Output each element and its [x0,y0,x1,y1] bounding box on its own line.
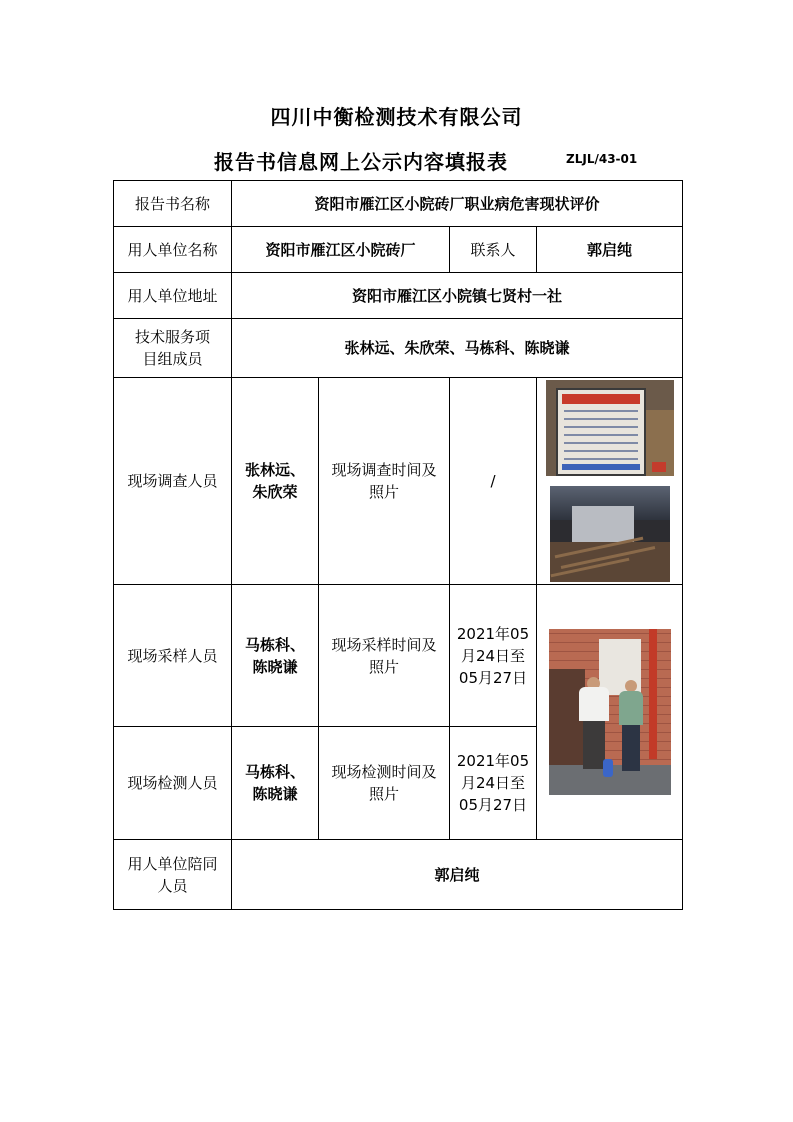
report-name-label: 报告书名称 [114,181,232,227]
employer-label: 用人单位名称 [114,227,232,273]
testing-time-label: 现场检测时间及照片 [319,727,450,840]
employer-value: 资阳市雁江区小院砖厂 [232,227,450,273]
info-table [113,180,683,910]
row-escort [114,840,683,910]
address-label: 用人单位地址 [114,273,232,319]
row-members [114,319,683,378]
sampling-time-value: 2021年05月24日至05月27日 [450,585,537,727]
testing-time-value: 2021年05月24日至05月27日 [450,727,537,840]
company-name: 四川中衡检测技术有限公司 [270,105,523,129]
row-address [114,273,683,319]
sampling-time-label: 现场采样时间及照片 [319,585,450,727]
row-sampling [114,585,683,727]
form-code: ZLJL/43-01 [566,152,638,166]
survey-time-value: / [450,378,537,585]
row-report-name [114,181,683,227]
staff-on-site-photo [549,629,671,795]
report-name-value: 资阳市雁江区小院砖厂职业病危害现状评价 [232,181,683,227]
members-value: 张林远、朱欣荣、马栋科、陈晓谦 [232,319,683,378]
escort-value: 郭启纯 [232,840,683,910]
row-survey [114,378,683,585]
address-value: 资阳市雁江区小院镇七贤村一社 [232,273,683,319]
members-label: 技术服务项目组成员 [114,319,232,378]
contact-value: 郭启纯 [537,227,683,273]
escort-label: 用人单位陪同人员 [114,840,232,910]
sampling-label: 现场采样人员 [114,585,232,727]
survey-people: 张林远、朱欣荣 [232,378,319,585]
form-title: 报告书信息网上公示内容填报表 [214,150,508,174]
row-employer [114,227,683,273]
survey-photos [537,378,683,585]
testing-label: 现场检测人员 [114,727,232,840]
testing-people: 马栋科、陈晓谦 [232,727,319,840]
notice-board-photo [546,380,674,476]
survey-time-label: 现场调查时间及照片 [319,378,450,585]
site-photo-cell [537,585,683,840]
survey-label: 现场调查人员 [114,378,232,585]
contact-label: 联系人 [450,227,537,273]
workshop-photo [550,486,670,582]
sampling-people: 马栋科、陈晓谦 [232,585,319,727]
